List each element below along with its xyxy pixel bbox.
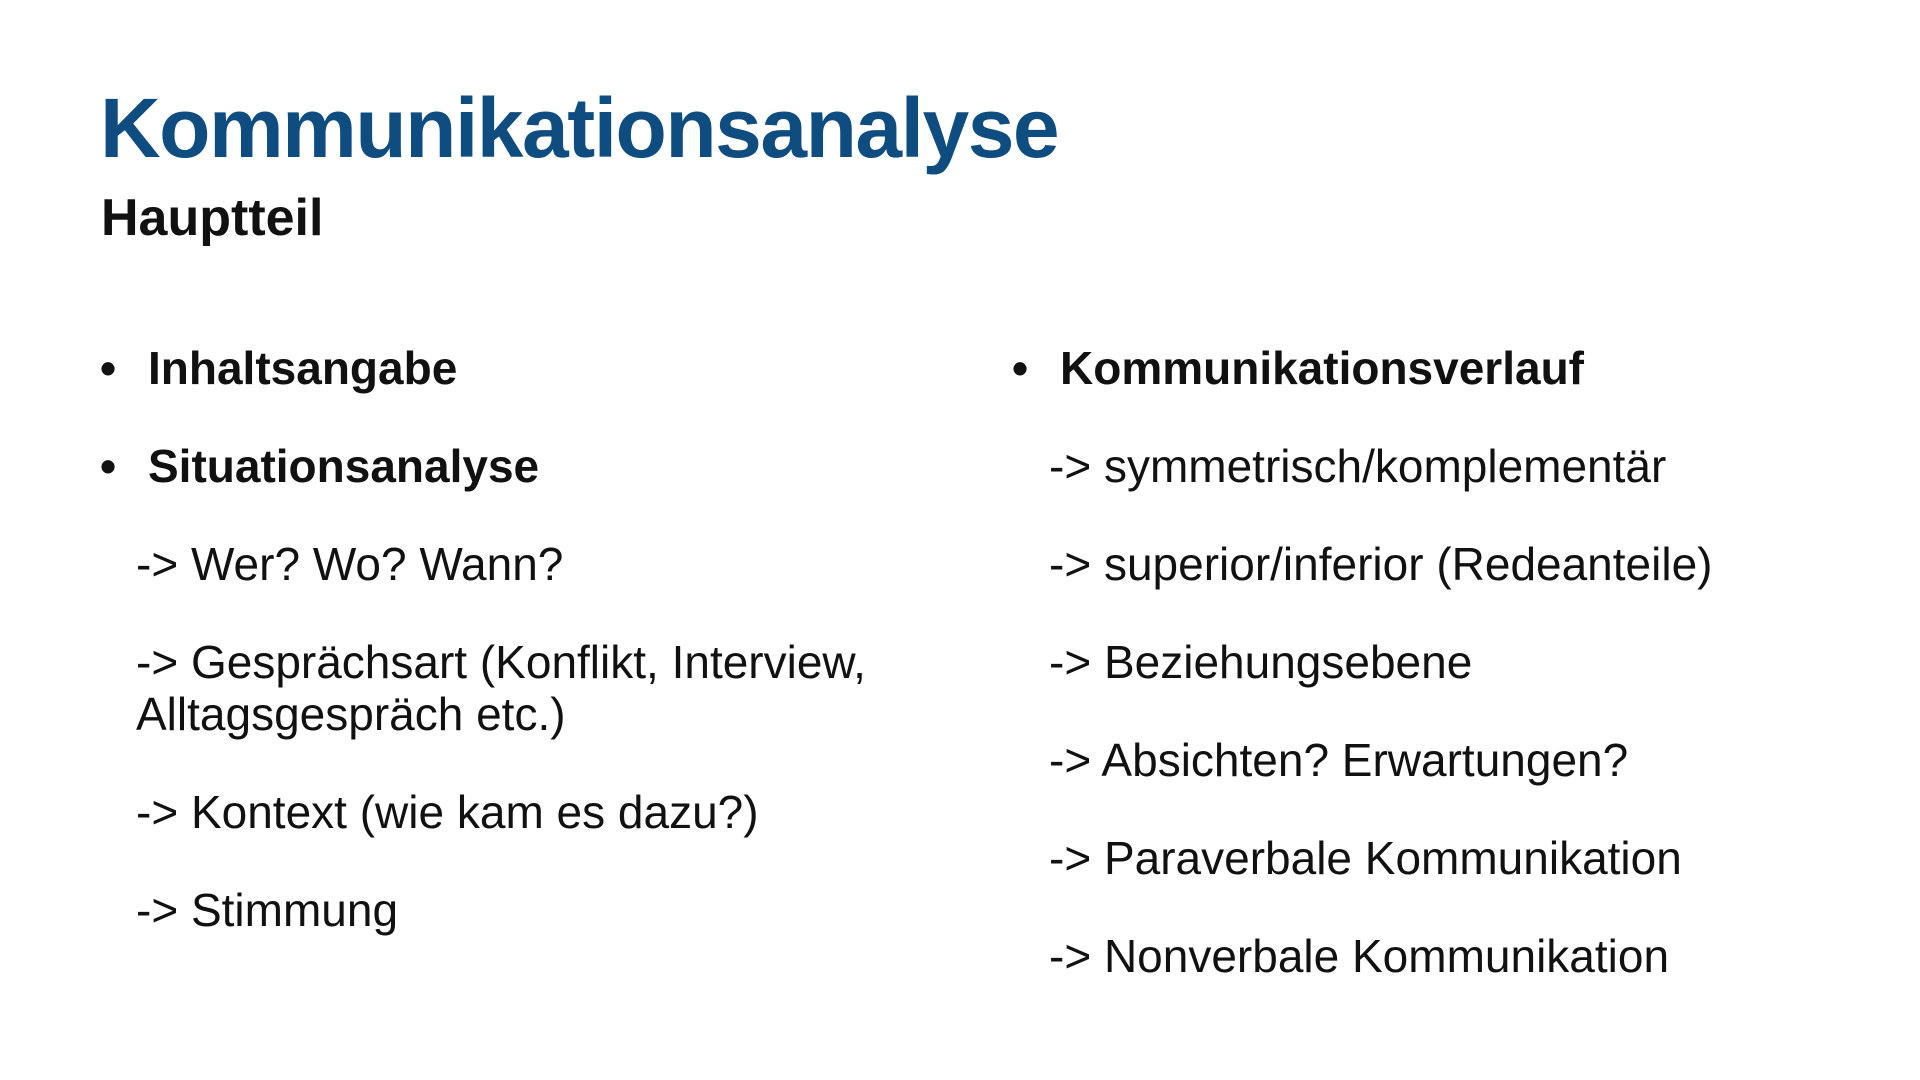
bullet-dot-icon: • xyxy=(100,342,117,394)
sub-item-beziehungsebene: -> Beziehungsebene xyxy=(1049,636,1473,688)
bullet-situationsanalyse xyxy=(100,440,980,492)
slide-title: Kommunikationsanalyse xyxy=(100,81,1059,175)
sub-item-gespraechsart: -> Gesprächsart (Konflikt, Interview, Alltagsgespräch etc.) xyxy=(136,636,866,740)
sub-item-symmetrisch: -> symmetrisch/komplementär xyxy=(1049,440,1667,492)
bullet-inhaltsangabe xyxy=(100,342,980,394)
bullet-dot-icon: • xyxy=(1012,342,1029,394)
right-column xyxy=(1012,342,1872,1028)
bullet-label: Situationsanalyse xyxy=(148,440,540,492)
sub-item-paraverbal: -> Paraverbale Kommunikation xyxy=(1049,832,1682,884)
bullet-dot-icon: • xyxy=(100,440,117,492)
bullet-kommunikationsverlauf xyxy=(1012,342,1872,394)
bullet-label: Kommunikationsverlauf xyxy=(1060,342,1584,394)
sub-item-absichten: -> Absichten? Erwartungen? xyxy=(1049,734,1629,786)
sub-item-wer-wo-wann: -> Wer? Wo? Wann? xyxy=(136,538,564,590)
left-column xyxy=(100,342,980,982)
sub-item-superior: -> superior/inferior (Redeanteile) xyxy=(1049,538,1713,590)
sub-item-kontext: -> Kontext (wie kam es dazu?) xyxy=(136,786,759,838)
bullet-label: Inhaltsangabe xyxy=(148,342,458,394)
slide-subtitle: Hauptteil xyxy=(101,189,324,247)
sub-item-nonverbal: -> Nonverbale Kommunikation xyxy=(1049,930,1670,982)
sub-item-stimmung: -> Stimmung xyxy=(136,884,399,936)
